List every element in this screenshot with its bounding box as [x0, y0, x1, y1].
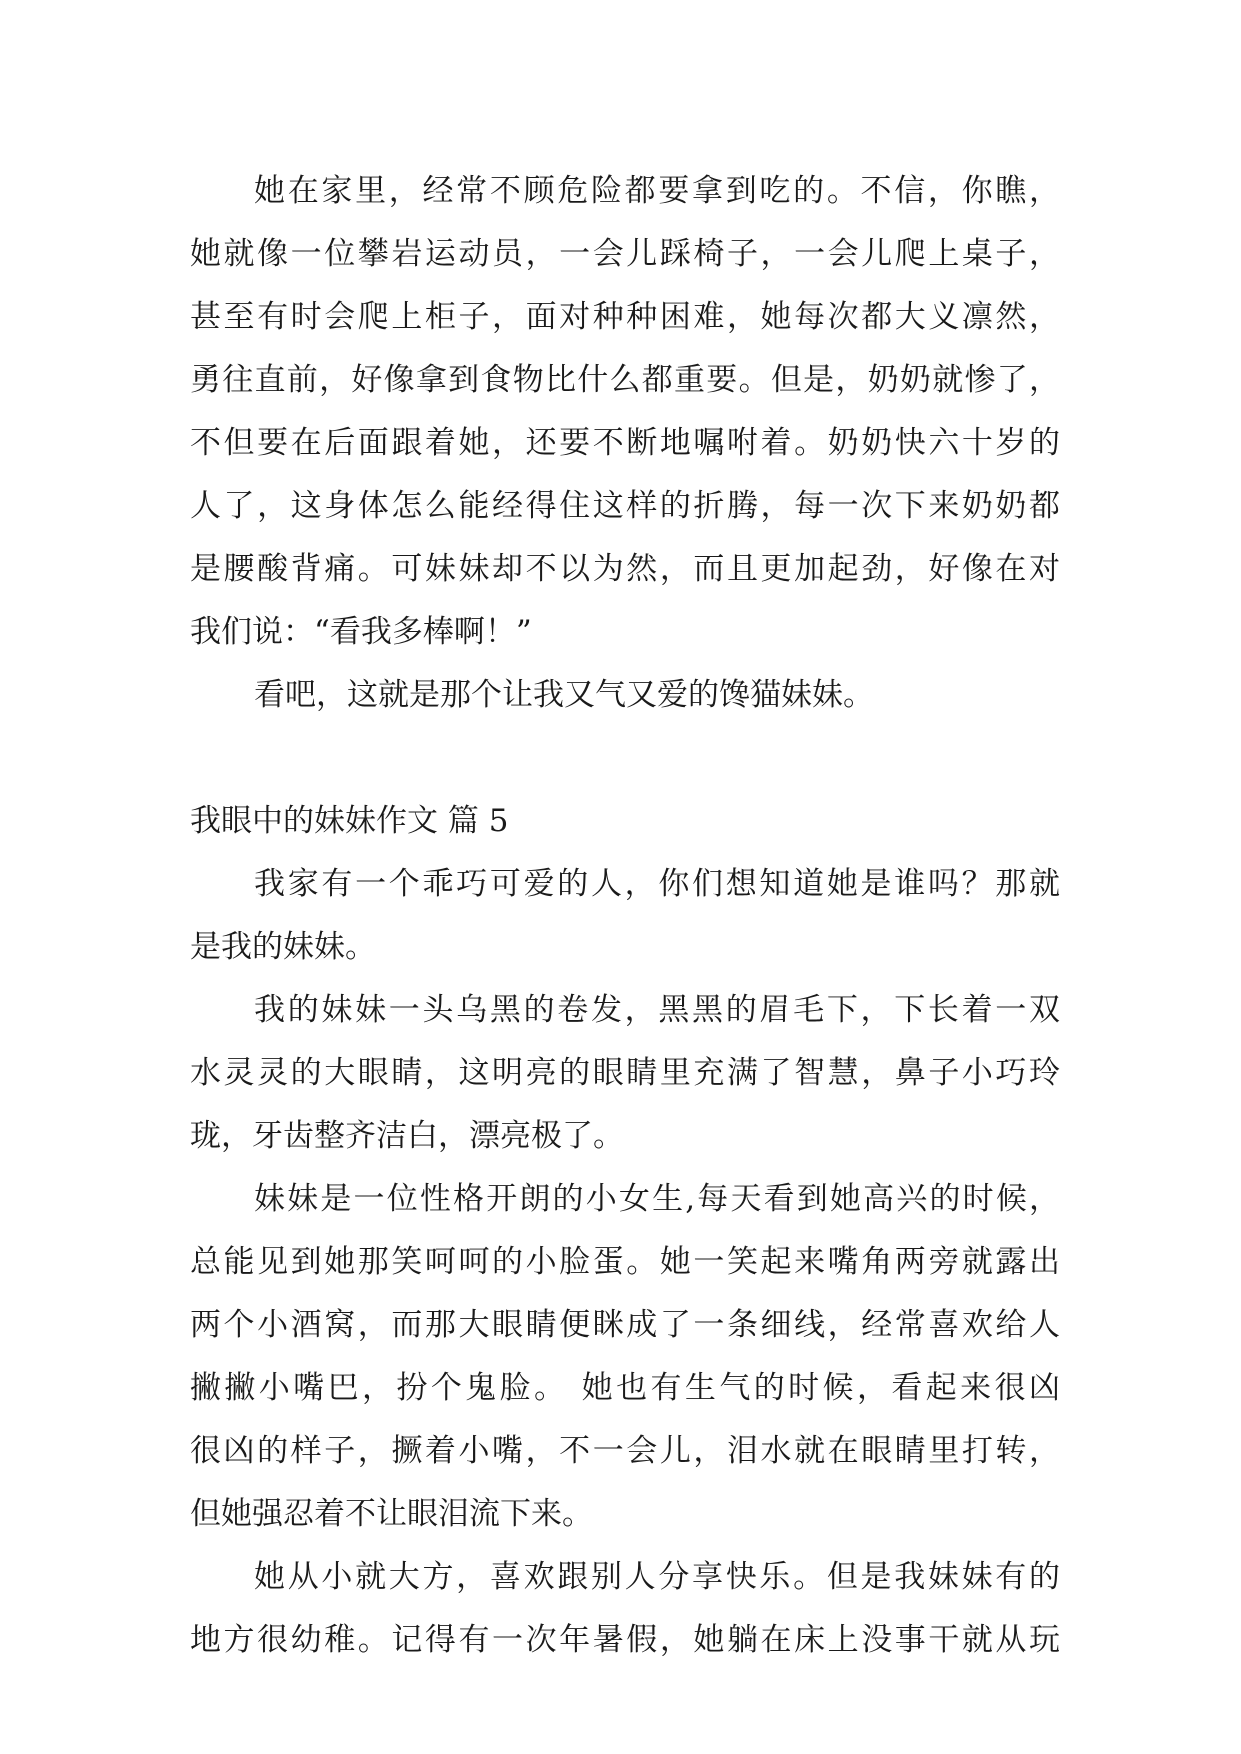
text-line: 是我的妹妹。 — [190, 929, 376, 965]
text-line: 她就像一位攀岩运动员，一会儿踩椅子，一会儿爬上桌子， — [190, 236, 1060, 272]
text-line: 珑，牙齿整齐洁白，漂亮极了。 — [190, 1118, 624, 1154]
text-line: 我的妹妹一头乌黑的卷发，黑黑的眉毛下，下长着一双 — [254, 992, 1060, 1028]
text-line: 我家有一个乖巧可爱的人，你们想知道她是谁吗？那就 — [254, 866, 1060, 902]
paragraph — [190, 1546, 1060, 1672]
text-line: 是腰酸背痛。可妹妹却不以为然，而且更加起劲，好像在对 — [190, 551, 1060, 587]
text-line: 她在家里，经常不顾危险都要拿到吃的。不信，你瞧， — [254, 173, 1060, 209]
text-line: 地方很幼稚。记得有一次年暑假，她躺在床上没事干就从玩 — [190, 1622, 1060, 1658]
paragraph — [190, 853, 1060, 979]
paragraph — [190, 1168, 1060, 1546]
text-line: 两个小酒窝，而那大眼睛便眯成了一条细线，经常喜欢给人 — [190, 1307, 1060, 1343]
text-line: 妹妹是一位性格开朗的小女生,每天看到她高兴的时候， — [254, 1181, 1060, 1217]
document-page — [190, 160, 1060, 1672]
paragraph — [190, 160, 1060, 664]
section-spacer — [190, 727, 1060, 790]
paragraph — [190, 664, 1060, 727]
text-line: 总能见到她那笑呵呵的小脸蛋。她一笑起来嘴角两旁就露出 — [190, 1244, 1060, 1280]
text-line: 人了，这身体怎么能经得住这样的折腾，每一次下来奶奶都 — [190, 488, 1060, 524]
text-line: 看吧，这就是那个让我又气又爱的馋猫妹妹。 — [254, 677, 874, 713]
text-line: 勇往直前，好像拿到食物比什么都重要。但是，奶奶就惨了， — [190, 362, 1060, 398]
text-line: 水灵灵的大眼睛，这明亮的眼睛里充满了智慧，鼻子小巧玲 — [190, 1055, 1060, 1091]
text-line: 很凶的样子，撅着小嘴，不一会儿，泪水就在眼睛里打转， — [190, 1433, 1060, 1469]
section-heading: 我眼中的妹妹作文 篇 5 — [190, 803, 509, 839]
text-line: 她从小就大方，喜欢跟别人分享快乐。但是我妹妹有的 — [254, 1559, 1060, 1595]
text-line: 我们说：“看我多棒啊！” — [190, 614, 532, 650]
text-line: 撇撇小嘴巴，扮个鬼脸。 她也有生气的时候，看起来很凶 — [190, 1370, 1060, 1406]
text-line: 不但要在后面跟着她，还要不断地嘱咐着。奶奶快六十岁的 — [190, 425, 1060, 461]
paragraph — [190, 979, 1060, 1168]
text-line: 但她强忍着不让眼泪流下来。 — [190, 1496, 593, 1532]
text-line: 甚至有时会爬上柜子，面对种种困难，她每次都大义凛然， — [190, 299, 1060, 335]
